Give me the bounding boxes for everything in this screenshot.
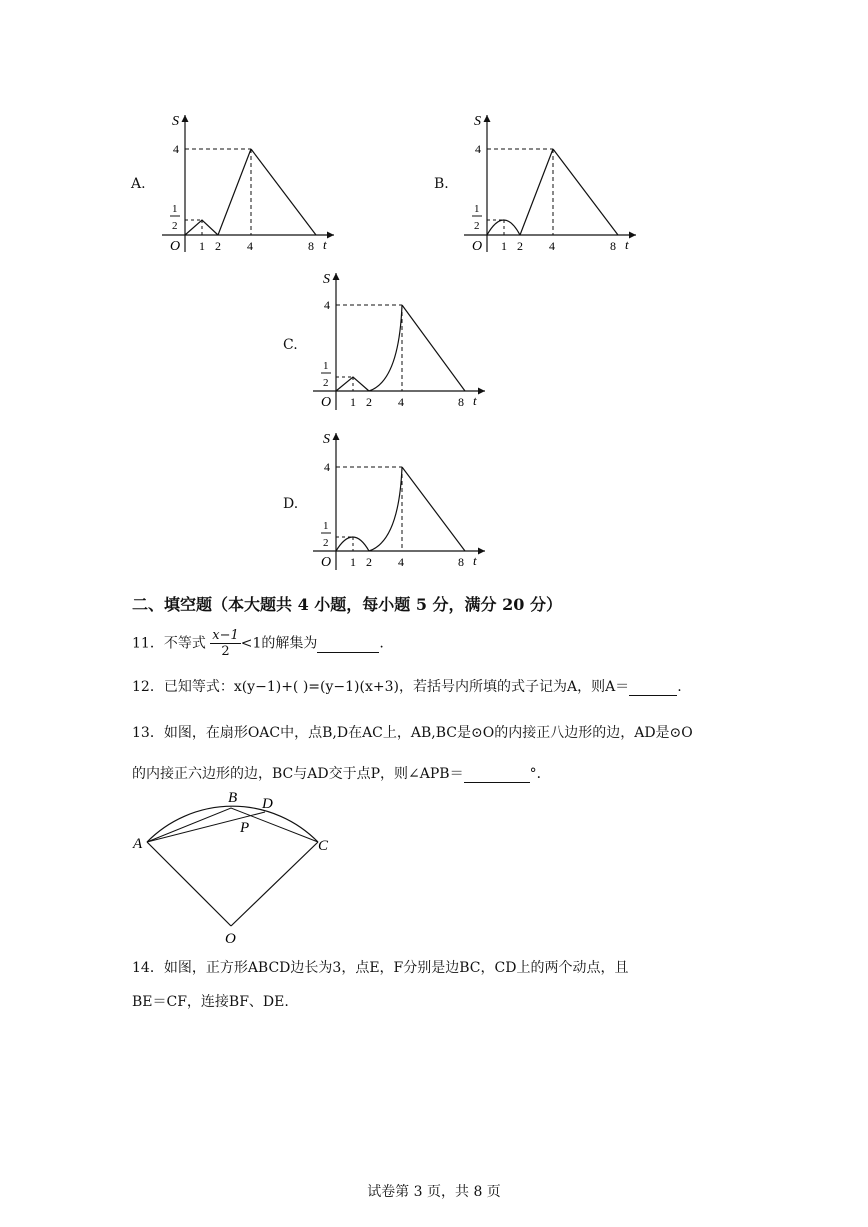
curve-part-3: [251, 149, 316, 235]
half-num: 1: [323, 520, 329, 532]
x-tick-4: 4: [398, 555, 404, 569]
t-axis-label: t: [473, 553, 477, 568]
y-tick-4: 4: [173, 142, 179, 156]
graph-option-c: [311, 263, 491, 413]
question-11: [132, 628, 384, 659]
q13-answer-blank[interactable]: [464, 766, 530, 783]
q12-answer-blank[interactable]: [629, 679, 677, 696]
q11-text-after: <1的解集为: [240, 635, 318, 652]
t-axis-label: t: [473, 393, 477, 408]
half-den: 2: [172, 220, 178, 232]
x-tick-2: 2: [366, 395, 372, 409]
half-den: 2: [474, 220, 480, 232]
q11-frac-num: x−1: [212, 628, 239, 643]
curve-part-2: [520, 149, 553, 235]
q13-line2-end: °．: [529, 766, 551, 782]
origin-label: O: [472, 239, 483, 254]
q11-number: 11．: [132, 635, 164, 652]
s-axis-label: S: [323, 272, 330, 287]
y-tick-4: 4: [324, 460, 330, 474]
option-d-label: D.: [283, 496, 299, 512]
point-p: P: [240, 820, 250, 836]
t-axis-label: t: [323, 237, 327, 252]
segments-ab-bc: [147, 808, 318, 842]
option-b-label: B.: [434, 176, 449, 192]
q12-text: 已知等式：x(y−1)+( )=(y−1)(x+3)，若括号内所填的式子记为A，则A＝: [163, 679, 630, 695]
q13-line2: [132, 763, 551, 783]
point-c: C: [318, 838, 329, 854]
x-tick-8: 8: [610, 239, 616, 253]
question-12: [132, 676, 682, 696]
s-axis-label: S: [323, 432, 330, 447]
x-tick-4: 4: [398, 395, 404, 409]
x-tick-1: 1: [501, 239, 507, 253]
q13-figure: [125, 788, 345, 948]
graph-option-d: [311, 423, 491, 573]
q14-line1: 14．如图，正方形ABCD边长为3，点E，F分别是边BC，CD上的两个动点，且: [132, 960, 629, 976]
q12-number: 12．: [132, 679, 164, 695]
x-tick-2: 2: [517, 239, 523, 253]
s-axis-label: S: [172, 114, 179, 129]
point-a: A: [133, 836, 143, 852]
q11-answer-blank[interactable]: [317, 636, 379, 653]
x-tick-8: 8: [308, 239, 314, 253]
q11-frac-den: 2: [221, 644, 230, 659]
x-tick-4: 4: [247, 239, 253, 253]
q12-end: .: [677, 679, 682, 695]
point-b: B: [228, 790, 238, 806]
x-tick-1: 1: [350, 555, 356, 569]
q11-text-before: 不等式: [163, 635, 206, 652]
x-tick-1: 1: [350, 395, 356, 409]
half-num: 1: [172, 203, 178, 215]
option-c-label: C.: [283, 337, 298, 353]
curve-part-3: [402, 467, 465, 551]
q11-fraction: [210, 628, 241, 659]
curve-part-2: [369, 305, 402, 391]
graph-option-b: [462, 105, 642, 255]
half-den: 2: [323, 537, 329, 549]
half-num: 1: [323, 360, 329, 372]
point-d: D: [262, 796, 273, 812]
y-tick-4: 4: [475, 142, 481, 156]
y-tick-4: 4: [324, 298, 330, 312]
origin-label: O: [321, 555, 332, 570]
half-num: 1: [474, 203, 480, 215]
s-axis-label: S: [474, 114, 481, 129]
graph-option-a: [160, 105, 340, 255]
curve-part-3: [553, 149, 618, 235]
segment-co: [231, 842, 318, 926]
q11-end: .: [379, 635, 384, 652]
curve-part-2: [369, 467, 402, 551]
half-den: 2: [323, 377, 329, 389]
x-tick-4: 4: [549, 239, 555, 253]
x-tick-1: 1: [199, 239, 205, 253]
page-footer: 试卷第 3 页，共 8 页: [367, 1184, 501, 1200]
segment-ao: [147, 842, 231, 926]
point-o: O: [225, 931, 236, 947]
x-tick-8: 8: [458, 395, 464, 409]
q13-line1: 13．如图，在扇形OAC中，点B,D在AC上，AB,BC是⊙O的内接正八边形的边，AD是⊙O: [132, 725, 693, 741]
origin-label: O: [170, 239, 181, 254]
x-tick-2: 2: [366, 555, 372, 569]
t-axis-label: t: [625, 237, 629, 252]
q13-line2-text: 的内接正六边形的边，BC与AD交于点P，则∠APB＝: [132, 766, 464, 782]
curve-part-3: [402, 305, 465, 391]
arc-ac: [147, 806, 318, 842]
option-a-label: A.: [131, 176, 146, 192]
x-tick-2: 2: [215, 239, 221, 253]
x-tick-8: 8: [458, 555, 464, 569]
section-title: 二、填空题（本大题共 4 小题，每小题 5 分，满分 20 分）: [132, 595, 562, 614]
curve-part-2: [218, 149, 251, 235]
origin-label: O: [321, 395, 332, 410]
q14-line2: BE＝CF，连接BF、DE.: [132, 994, 289, 1010]
